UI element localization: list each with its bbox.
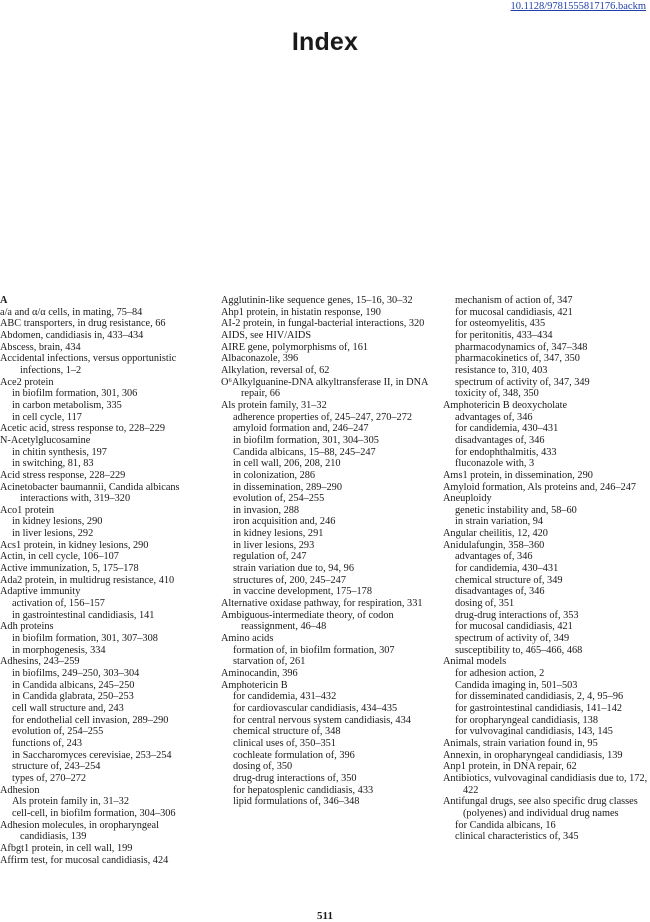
index-subentry: chemical structure of, 348 (233, 726, 341, 738)
index-subentry: for hepatosplenic candidiasis, 433 (233, 784, 374, 796)
index-subentry: in biofilms, 249–250, 303–304 (12, 668, 140, 679)
index-subentry: in Candida glabrata, 250–253 (12, 691, 134, 703)
index-subentry: disadvantages of, 346 (455, 586, 545, 598)
index-subentry: Candida albicans, 15–88, 245–247 (233, 446, 376, 458)
index-entry: Affirm test, for mucosal candidiasis, 424 (0, 854, 169, 866)
index-entry: Aco1 protein (0, 504, 55, 516)
index-entry: a/a and α/α cells, in mating, 75–84 (0, 306, 143, 318)
index-column-3 (443, 295, 650, 843)
index-entry: Als protein family, 31–32 (221, 399, 327, 411)
index-subentry: for central nervous system candidiasis, 434 (233, 714, 411, 726)
index-entry: Ams1 protein, in dissemination, 290 (443, 469, 593, 481)
index-subentry: for peritonitis, 433–434 (455, 329, 553, 341)
index-subentry: clinical uses of, 350–351 (233, 737, 336, 749)
index-subentry: in invasion, 288 (233, 504, 300, 516)
index-entry: Ace2 protein (0, 376, 54, 388)
index-subentry: in biofilm formation, 301, 304–305 (233, 434, 379, 446)
index-subentry: fluconazole with, 3 (455, 458, 535, 470)
index-subentry: for cardiovascular candidiasis, 434–435 (233, 702, 398, 714)
index-column-1 (0, 295, 208, 866)
index-entry: AIDS, see HIV/AIDS (221, 329, 312, 341)
index-entry: Amyloid formation, Als proteins and, 246–247 (443, 481, 637, 493)
index-entry: AI-2 protein, in fungal-bacterial interactions, 320 (221, 318, 425, 330)
index-subentry: for Candida albicans, 16 (455, 819, 556, 831)
index-subentry: in colonization, 286 (233, 469, 316, 481)
index-subentry: in cell cycle, 117 (12, 411, 82, 423)
index-entry: Ambiguous-intermediate theory, of codon reassignment, 46–48 (221, 609, 394, 633)
index-subentry: spectrum of activity of, 349 (455, 633, 570, 645)
index-entry: Agglutinin-like sequence genes, 15–16, 30–32 (221, 295, 413, 306)
index-subentry: in biofilm formation, 301, 306 (12, 388, 138, 400)
index-subentry: clinical characteristics of, 345 (455, 831, 579, 843)
index-entry: Afbgt1 protein, in cell wall, 199 (0, 842, 133, 854)
index-subentry: cell-cell, in biofilm formation, 304–306 (12, 807, 176, 819)
index-entry: Albaconazole, 396 (221, 353, 299, 365)
page-title: Index (291, 28, 359, 56)
index-entry: AIRE gene, polymorphisms of, 161 (221, 341, 369, 353)
index-subentry: functions of, 243 (12, 737, 83, 749)
index-subentry: in kidney lesions, 290 (12, 516, 103, 528)
index-subentry: in vaccine development, 175–178 (233, 586, 372, 598)
index-subentry: drug-drug interactions of, 353 (455, 609, 579, 621)
index-subentry: in kidney lesions, 291 (233, 528, 324, 540)
index-subentry: in gastrointestinal candidiasis, 141 (12, 609, 155, 621)
index-entry: Acinetobacter baumannii, Candida albicans interactions with, 319–320 (0, 481, 180, 505)
index-subentry: starvation of, 261 (233, 656, 306, 668)
index-subentry: drug-drug interactions of, 350 (233, 772, 357, 784)
index-subentry: for candidemia, 431–432 (233, 691, 337, 703)
index-entry: Amphotericin B (221, 679, 288, 691)
index-entry: Acid stress response, 228–229 (0, 469, 126, 481)
index-subentry: dosing of, 351 (455, 598, 515, 610)
index-subentry: for oropharyngeal candidiasis, 138 (455, 714, 598, 726)
index-entry: Amino acids (221, 633, 274, 645)
index-entry: Animals, strain variation found in, 95 (443, 737, 598, 749)
index-subentry: advantages of, 346 (455, 551, 533, 563)
index-subentry: toxicity of, 348, 350 (455, 388, 539, 400)
index-subentry: Candida imaging in, 501–503 (455, 679, 578, 691)
index-entry: N-Acetylglucosamine (0, 434, 91, 446)
index-entry: Animal models (443, 656, 507, 668)
index-entry: Ada2 protein, in multidrug resistance, 410 (0, 574, 175, 586)
index-subentry: for gastrointestinal candidiasis, 141–142 (455, 702, 623, 714)
index-subentry: formation of, in biofilm formation, 307 (233, 644, 395, 656)
index-entry: O⁶Alkylguanine-DNA alkyltransferase II, in DNA repair, 66 (221, 376, 428, 400)
index-entry: Alkylation, reversal of, 62 (221, 364, 330, 376)
index-subentry: dosing of, 350 (233, 761, 293, 773)
index-entry: Acs1 protein, in kidney lesions, 290 (0, 539, 149, 551)
index-subentry: in Candida albicans, 245–250 (12, 679, 135, 691)
index-subentry: for disseminated candidiasis, 2, 4, 95–96 (455, 691, 624, 703)
index-subentry: in cell wall, 206, 208, 210 (233, 458, 341, 470)
index-entry: Abscess, brain, 434 (0, 341, 81, 353)
index-subentry: cell wall structure and, 243 (12, 702, 124, 714)
index-subentry: cochleate formulation of, 396 (233, 749, 355, 761)
index-subentry: mechanism of action of, 347 (455, 295, 573, 306)
index-subentry: chemical structure of, 349 (455, 574, 563, 586)
index-subentry: evolution of, 254–255 (12, 726, 104, 738)
index-subentry: pharmacodynamics of, 347–348 (455, 341, 588, 353)
index-subentry: structures of, 200, 245–247 (233, 574, 346, 586)
index-subentry: in strain variation, 94 (455, 516, 544, 528)
page-number: 511 (317, 910, 333, 922)
index-subentry: regulation of, 247 (233, 551, 307, 563)
index-entry: Amphotericin B deoxycholate (443, 399, 568, 411)
index-subentry: susceptibility to, 465–466, 468 (455, 644, 583, 656)
doi-link[interactable]: 10.1128/9781555817176.backm (510, 1, 646, 12)
index-subentry: lipid formulations of, 346–348 (233, 796, 360, 808)
index-subentry: strain variation due to, 94, 96 (233, 563, 354, 575)
index-subentry: in chitin synthesis, 197 (12, 446, 107, 458)
index-subentry: for vulvovaginal candidiasis, 143, 145 (455, 726, 613, 738)
index-subentry: for mucosal candidiasis, 421 (455, 621, 573, 633)
index-subentry: for candidemia, 430–431 (455, 423, 559, 435)
index-subentry: for candidemia, 430–431 (455, 563, 559, 575)
index-entry: Adaptive immunity (0, 586, 81, 598)
index-entry: Anp1 protein, in DNA repair, 62 (443, 761, 577, 773)
index-column-2 (221, 295, 429, 808)
index-entry: Actin, in cell cycle, 106–107 (0, 551, 119, 563)
index-entry: Adh proteins (0, 621, 54, 633)
index-subentry: in liver lesions, 292 (12, 528, 94, 540)
index-entry: Annexin, in oropharyngeal candidiasis, 139 (443, 749, 623, 761)
index-subentry: spectrum of activity of, 347, 349 (455, 376, 590, 388)
index-subentry: for endophthalmitis, 433 (455, 446, 557, 458)
index-entry: Abdomen, candidiasis in, 433–434 (0, 329, 144, 341)
index-entry: Acetic acid, stress response to, 228–229 (0, 423, 165, 435)
index-subentry: evolution of, 254–255 (233, 493, 325, 505)
index-subentry: in biofilm formation, 301, 307–308 (12, 633, 158, 645)
index-entry: Adhesion (0, 784, 40, 796)
index-entry: Aminocandin, 396 (221, 668, 298, 679)
index-subentry: advantages of, 346 (455, 411, 533, 423)
index-subentry: types of, 270–272 (12, 772, 87, 784)
index-subentry: disadvantages of, 346 (455, 434, 545, 446)
index-entry: Antifungal drugs, see also specific drug classes (polyenes) and individual drug names (443, 796, 638, 819)
index-subentry: in morphogenesis, 334 (12, 644, 106, 656)
index-subentry: in carbon metabolism, 335 (12, 399, 122, 411)
index-subentry: in liver lesions, 293 (233, 539, 315, 551)
index-subentry: pharmacokinetics of, 347, 350 (455, 353, 580, 365)
index-entry: Angular cheilitis, 12, 420 (443, 528, 548, 540)
index-subentry: resistance to, 310, 403 (455, 364, 548, 376)
index-subentry: in Saccharomyces cerevisiae, 253–254 (12, 749, 172, 761)
index-entry: Anidulafungin, 358–360 (443, 539, 545, 551)
index-subentry: activation of, 156–157 (12, 598, 105, 610)
index-entry: Accidental infections, versus opportunistic infections, 1–2 (0, 353, 177, 376)
index-subentry: for mucosal candidiasis, 421 (455, 306, 573, 318)
index-entry: ABC transporters, in drug resistance, 66 (0, 318, 166, 330)
index-entry: Alternative oxidase pathway, for respiration, 331 (221, 598, 423, 610)
index-subentry: iron acquisition and, 246 (233, 516, 336, 528)
index-subentry: genetic instability and, 58–60 (455, 504, 577, 516)
index-subentry: Als protein family in, 31–32 (12, 796, 129, 808)
index-subentry: for endothelial cell invasion, 289–290 (12, 714, 169, 726)
index-entry: Adhesins, 243–259 (0, 656, 80, 668)
index-entry: Active immunization, 5, 175–178 (0, 563, 139, 575)
index-subentry: in dissemination, 289–290 (233, 481, 342, 493)
index-letter-heading: A (0, 295, 8, 306)
index-entry: Adhesion molecules, in oropharyngeal candidiasis, 139 (0, 819, 159, 843)
index-entry: Antibiotics, vulvovaginal candidiasis due to, 172, 422 (443, 772, 648, 796)
index-subentry: in switching, 81, 83 (12, 458, 94, 470)
index-subentry: structure of, 243–254 (12, 761, 101, 773)
index-entry: Aneuploidy (443, 493, 492, 505)
index-entry: Ahp1 protein, in histatin response, 190 (221, 306, 381, 318)
index-subentry: for adhesion action, 2 (455, 668, 545, 679)
index-subentry: amyloid formation and, 246–247 (233, 423, 369, 435)
index-subentry: for osteomyelitis, 435 (455, 318, 546, 330)
index-subentry: adherence properties of, 245–247, 270–272 (233, 411, 412, 423)
